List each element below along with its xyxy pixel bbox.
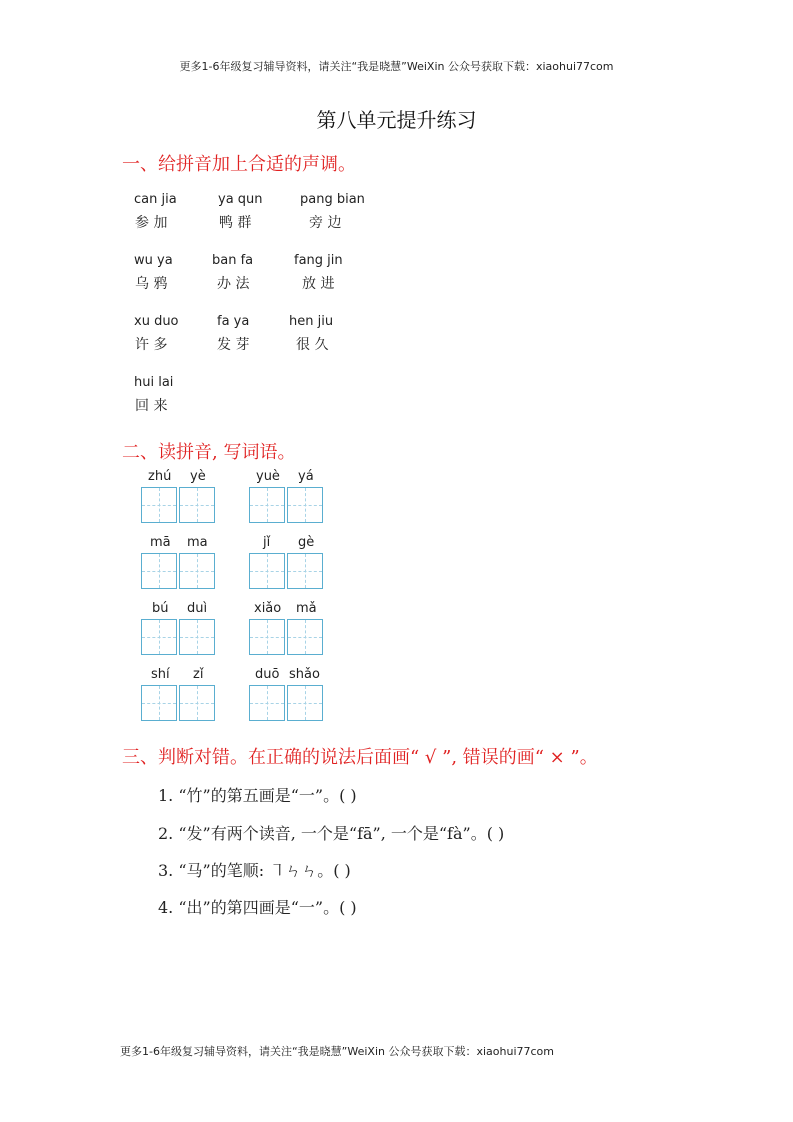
grid-pinyin: duì	[187, 601, 208, 616]
writing-box[interactable]	[287, 685, 323, 721]
hanzi-item: 鸭 群	[219, 215, 252, 231]
grid-pinyin: zǐ	[193, 667, 204, 682]
section3-heading: 三、判断对错。在正确的说法后面画“ √ ”, 错误的画“ × ”。	[122, 747, 598, 768]
hanzi-item: 发 芽	[217, 337, 250, 353]
header-note: 更多1-6年级复习辅导资料，请关注“我是晓慧”WeiXin 公众号获取下载：xiaohui77com	[179, 60, 614, 73]
writing-box[interactable]	[141, 619, 177, 655]
grid-pinyin: yuè	[256, 469, 280, 484]
grid-pinyin: yè	[190, 469, 206, 484]
writing-box[interactable]	[141, 487, 177, 523]
grid-pinyin: mā	[150, 535, 171, 550]
pinyin-item: wu ya	[134, 253, 173, 268]
pinyin-item: pang bian	[300, 192, 365, 207]
hanzi-item: 办 法	[217, 276, 250, 292]
grid-pinyin: ma	[187, 535, 208, 550]
writing-box[interactable]	[179, 619, 215, 655]
question-item[interactable]: 1. “竹”的第五画是“一”。( )	[158, 786, 357, 805]
hanzi-item: 参 加	[135, 215, 168, 231]
footer-note: 更多1-6年级复习辅导资料，请关注“我是晓慧”WeiXin 公众号获取下载：xiaohui77com	[120, 1045, 555, 1058]
section1-heading: 一、给拼音加上合适的声调。	[122, 154, 356, 175]
hanzi-item: 很 久	[296, 337, 329, 353]
grid-pinyin: jǐ	[263, 535, 271, 550]
writing-box[interactable]	[287, 553, 323, 589]
hanzi-item: 回 来	[135, 398, 168, 414]
pinyin-item: fang jin	[294, 253, 343, 268]
grid-pinyin: bú	[152, 601, 169, 616]
writing-box[interactable]	[141, 685, 177, 721]
hanzi-item: 放 进	[302, 276, 335, 292]
grid-pinyin: gè	[298, 535, 315, 550]
pinyin-item: ya qun	[218, 192, 263, 207]
pinyin-item: fa ya	[217, 314, 250, 329]
question-item[interactable]: 3. “马”的笔顺: ㇕ㄣㄣ。( )	[158, 861, 351, 880]
grid-pinyin: shǎo	[289, 667, 320, 682]
pinyin-item: xu duo	[134, 314, 179, 329]
hanzi-item: 乌 鸦	[135, 276, 168, 292]
writing-box[interactable]	[249, 487, 285, 523]
writing-box[interactable]	[249, 553, 285, 589]
writing-box[interactable]	[249, 685, 285, 721]
page-title: 第八单元提升练习	[316, 108, 477, 132]
grid-pinyin: mǎ	[296, 601, 317, 616]
question-item[interactable]: 2. “发”有两个读音, 一个是“fā”, 一个是“fà”。( )	[158, 824, 505, 843]
grid-pinyin: yá	[298, 469, 314, 484]
hanzi-item: 旁 边	[309, 215, 342, 231]
grid-pinyin: duō	[255, 667, 280, 682]
writing-box[interactable]	[287, 487, 323, 523]
writing-box[interactable]	[179, 685, 215, 721]
writing-box[interactable]	[179, 487, 215, 523]
pinyin-item: can jia	[134, 192, 177, 207]
pinyin-item: hen jiu	[289, 314, 334, 329]
pinyin-item: ban fa	[212, 253, 254, 268]
writing-box[interactable]	[179, 553, 215, 589]
pinyin-item: hui lai	[134, 375, 174, 390]
hanzi-item: 许 多	[135, 337, 168, 353]
writing-box[interactable]	[249, 619, 285, 655]
grid-pinyin: zhú	[148, 469, 172, 484]
grid-pinyin: shí	[151, 667, 170, 682]
writing-box[interactable]	[141, 553, 177, 589]
writing-box[interactable]	[287, 619, 323, 655]
question-item[interactable]: 4. “出”的第四画是“一”。( )	[158, 898, 357, 917]
section2-heading: 二、读拼音, 写词语。	[122, 442, 296, 463]
grid-pinyin: xiǎo	[254, 601, 282, 616]
